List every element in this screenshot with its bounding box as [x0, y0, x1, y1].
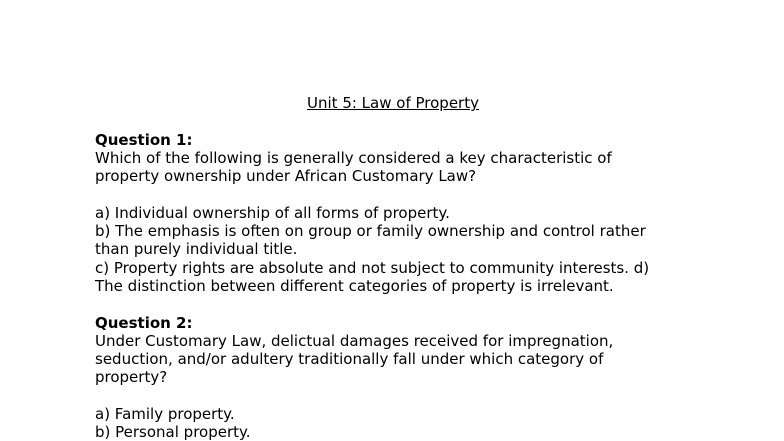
paragraph-gap — [95, 295, 695, 313]
question-1-option-line-4: c) Property rights are absolute and not subject to community interests. d) — [95, 258, 650, 277]
paragraph-gap — [95, 387, 695, 405]
question-1 — [95, 131, 695, 296]
question-1-option-line-5: The distinction between different categories of property is irrelevant. — [95, 276, 614, 295]
question-2-stem-line-3: property? — [95, 368, 168, 387]
question-2-stem-line-1: Under Customary Law, delictual damages received for impregnation, — [95, 331, 614, 350]
question-1-stem-line-1: Which of the following is generally considered a key characteristic of — [95, 148, 612, 167]
question-1-heading: Question 1: — [95, 130, 193, 149]
document-body — [95, 94, 695, 441]
question-2 — [95, 314, 695, 441]
question-2-stem-line-2: seduction, and/or adultery traditionally fall under which category of — [95, 350, 604, 369]
question-2-option-line-2: b) Personal property. — [95, 423, 251, 441]
question-2-heading: Question 2: — [95, 313, 193, 332]
question-1-option-line-1: a) Individual ownership of all forms of property. — [95, 203, 450, 222]
question-1-option-line-3: than purely individual title. — [95, 240, 298, 259]
question-1-option-line-2: b) The emphasis is often on group or family ownership and control rather — [95, 222, 646, 241]
paragraph-gap — [95, 185, 695, 203]
document-title: Unit 5: Law of Property — [307, 94, 479, 112]
question-2-option-line-1: a) Family property. — [95, 405, 235, 424]
question-1-stem-line-2: property ownership under African Customary Law? — [95, 167, 477, 186]
